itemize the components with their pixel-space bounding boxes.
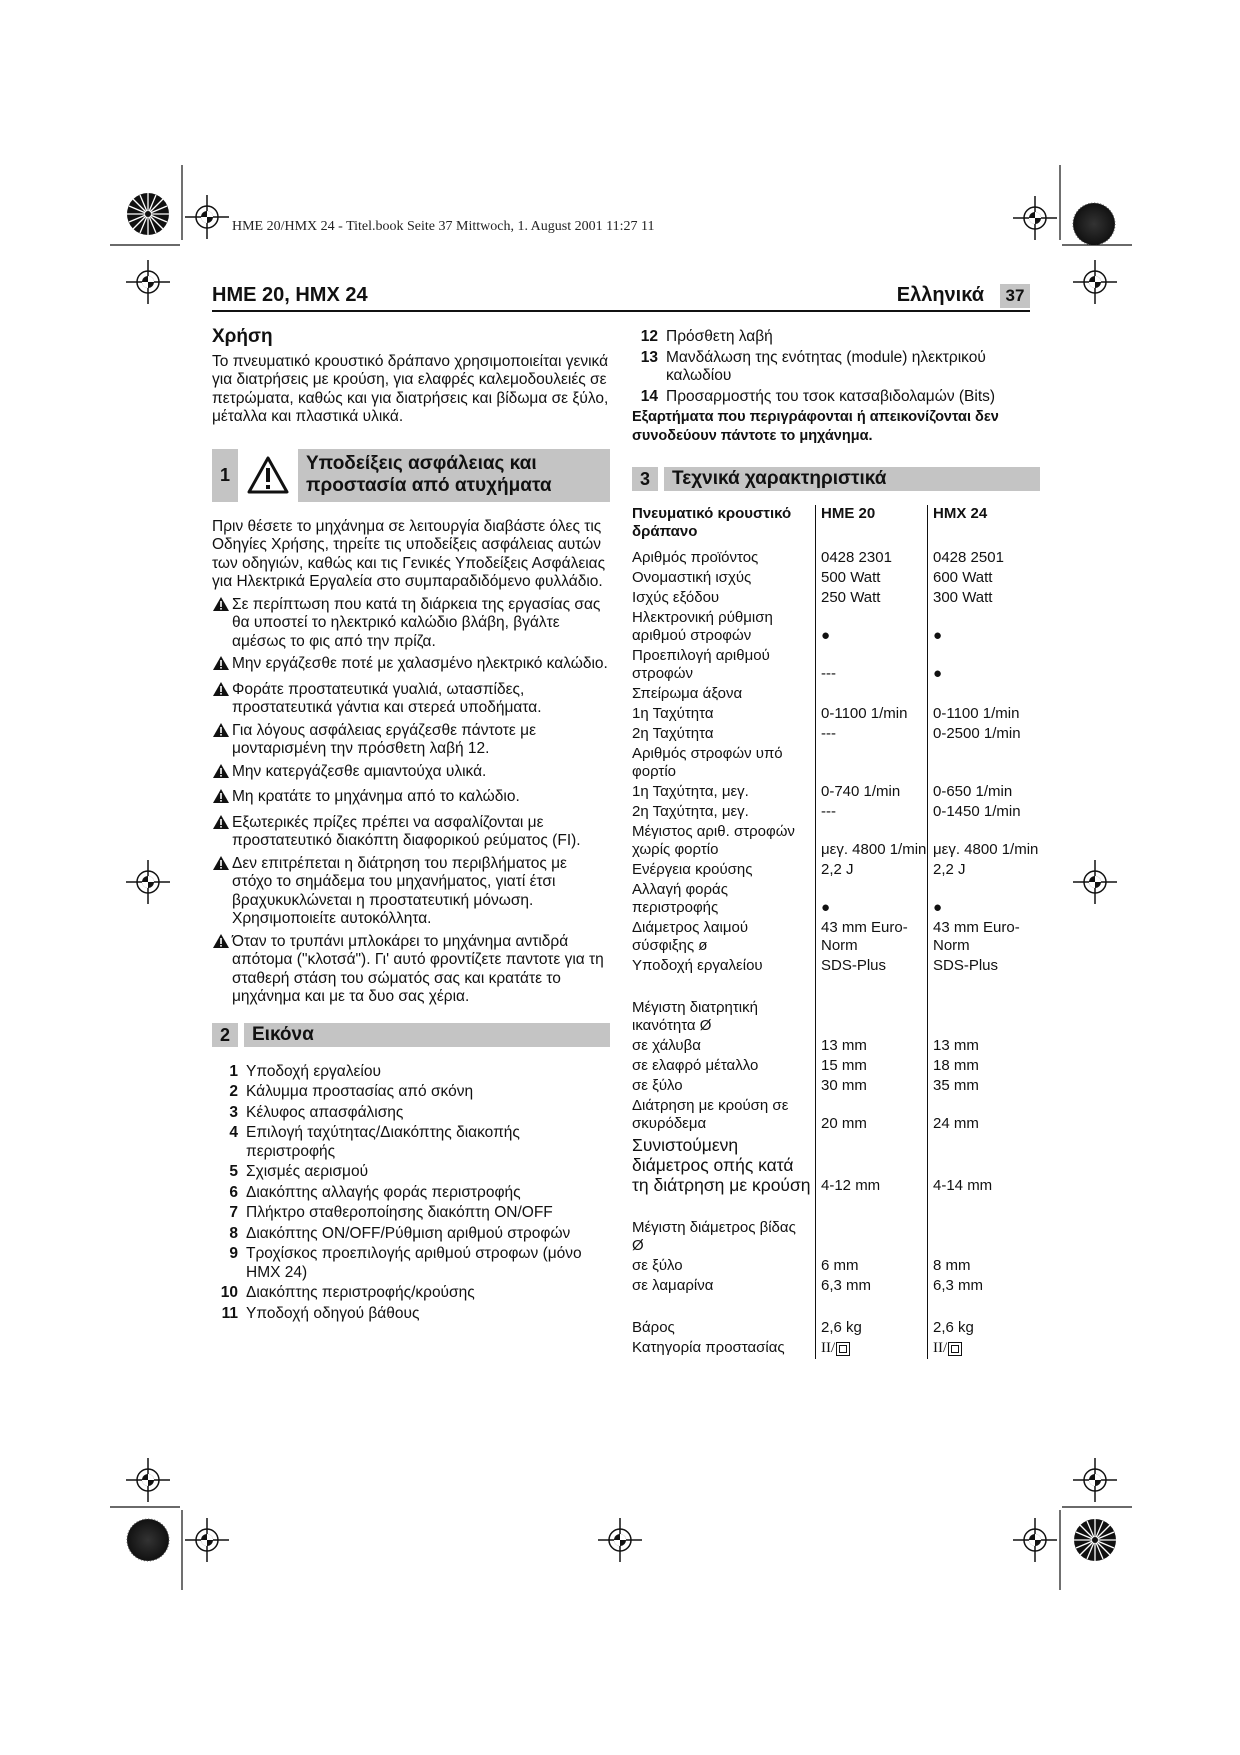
specs-row xyxy=(632,783,1039,803)
list-item xyxy=(212,1124,610,1161)
specs-row xyxy=(632,647,1039,685)
figure-section-title: Εικόνα xyxy=(244,1023,610,1047)
specs-cell: Διάμετρος λαιμού σύσφιξης ø xyxy=(632,919,749,954)
specs-cell: 0-2500 1/min xyxy=(928,725,1040,745)
safety-title-line-1: Υποδείξεις ασφάλειας και xyxy=(306,452,537,474)
specs-row xyxy=(632,957,1039,977)
specs-cell: 43 mm Euro-Norm xyxy=(816,919,928,957)
specs-cell: Μέγιστος αριθ. στροφών χωρίς φορτίο xyxy=(632,823,795,858)
specs-row xyxy=(632,589,1039,609)
specs-section-title: Τεχνικά χαρακτηριστικά xyxy=(664,467,1040,491)
right-column xyxy=(632,328,1040,1359)
warning-icon xyxy=(212,788,232,810)
specs-cell xyxy=(928,1219,1040,1257)
specs-cell xyxy=(816,685,928,705)
list-item xyxy=(212,1245,610,1282)
list-item xyxy=(212,1284,610,1303)
specs-cell: ● xyxy=(816,609,928,647)
specs-cell xyxy=(928,977,1040,999)
specs-cell: 15 mm xyxy=(816,1057,928,1077)
specs-cell: Κατηγορία προστασίας xyxy=(632,1339,785,1356)
specs-cell: ● xyxy=(928,609,1040,647)
specs-row xyxy=(632,745,1039,783)
list-item-text: Πλήκτρο σταθεροποίησης διακόπτη ON/OFF xyxy=(246,1204,553,1221)
specs-cell xyxy=(816,999,928,1037)
safety-warnings-list xyxy=(212,596,610,1007)
specs-cell: 2η Ταχύτητα, μεγ. xyxy=(632,803,749,820)
safety-warning-text: Μην εργάζεσθε ποτέ με χαλασμένο ηλεκτρικό καλώδιο. xyxy=(232,655,608,672)
list-item xyxy=(632,388,1040,407)
warning-icon xyxy=(212,814,232,851)
specs-header-row xyxy=(632,505,1039,549)
list-item-text: Υποδοχή εργαλείου xyxy=(246,1062,381,1080)
specs-cell: 0-740 1/min xyxy=(816,783,928,803)
list-item-number: 4 xyxy=(229,1124,238,1141)
safety-warning-text: Σε περίπτωση που κατά τη διάρκεια της εργασίας σας θα υποστεί το ηλεκτρικό καλώδιο βλάβη, βγάλτε αμέσως το φις από την πρίζα. xyxy=(232,595,601,650)
specs-cell: --- xyxy=(816,647,928,685)
specs-cell: σε ξύλο xyxy=(632,1077,683,1094)
header-rule xyxy=(212,310,1030,312)
specs-cell: 30 mm xyxy=(816,1077,928,1097)
specs-row xyxy=(632,803,1039,823)
specs-cell: 4-12 mm xyxy=(816,1135,928,1197)
safety-warning xyxy=(212,763,610,785)
safety-warning xyxy=(212,788,610,810)
specs-cell: 500 Watt xyxy=(816,569,928,589)
language-label: Ελληνικά xyxy=(896,284,984,306)
list-item xyxy=(212,1163,610,1182)
specs-cell: 0428 2501 xyxy=(928,549,1040,569)
specs-cell xyxy=(816,977,928,999)
specs-cell: 2η Ταχύτητα xyxy=(632,725,714,742)
specs-cell: 4-14 mm xyxy=(928,1135,1040,1197)
figure-legend-list-continued xyxy=(632,328,1040,406)
list-item xyxy=(212,1305,610,1324)
specs-cell: σε ελαφρό μέταλλο xyxy=(632,1057,759,1074)
list-item-text: Υποδοχή οδηγού βάθους xyxy=(246,1304,420,1322)
usage-text: Το πνευματικό κρουστικό δράπανο χρησιμοποιείται γενικά για διατρήσεις με κρούση, για ελαφρές καλεμοδουλειές σε πετρώματα, καθώς και για διατρήσεις και βίδωμα σε ξύλο, μέταλλα και πλαστικά υλικά. xyxy=(212,352,609,425)
specs-cell: Μέγιστη διάμετρος βίδας Ø xyxy=(632,1219,796,1254)
specs-cell xyxy=(632,977,816,999)
specs-row xyxy=(632,919,1039,957)
warning-icon xyxy=(212,763,232,785)
list-item-number: 1 xyxy=(229,1062,238,1080)
specs-cell: σε ξύλο xyxy=(632,1257,683,1274)
specs-section-header xyxy=(632,467,1040,491)
specs-cell: 24 mm xyxy=(928,1097,1040,1135)
safety-warning-text: Για λόγους ασφάλειας εργάζεσθε πάντοτε με μονταρισμένη την πρόσθετη λαβή 12. xyxy=(232,721,536,757)
specs-cell xyxy=(928,685,1040,705)
specs-cell: Σπείρωμα άξονα xyxy=(632,685,743,702)
protection-class-icon xyxy=(836,1342,850,1356)
safety-warning-text: Δεν επιτρέπεται η διάτρηση του περιβλήματος με στόχο το σημάδεμα του μηχανήματος, γιατί έτσι βραχυκυκλώνεται η προστατευτική μόνωση. Χρησιμοποιείτε αυτοκόλλητα. xyxy=(232,854,567,927)
specs-header-cell: HMX 24 xyxy=(928,505,1040,549)
list-item-number: 3 xyxy=(229,1103,238,1121)
list-item-number: 9 xyxy=(229,1245,238,1262)
safety-warning-text: Εξωτερικές πρίζες πρέπει να ασφαλίζονται με προστατευτικό διακόπτη διαφορικού ρεύματος (FI). xyxy=(232,813,581,849)
specs-cell: 1η Ταχύτητα xyxy=(632,705,714,722)
specs-row xyxy=(632,1277,1039,1297)
specs-row xyxy=(632,685,1039,705)
list-item-text: Διακόπτης περιστροφής/κρούσης xyxy=(246,1284,475,1301)
specs-cell: --- xyxy=(816,803,928,823)
safety-warning xyxy=(212,933,610,1007)
specs-cell xyxy=(928,1197,1040,1219)
list-item-text: Σχισμές αερισμού xyxy=(246,1163,369,1180)
specs-cell: 6,3 mm xyxy=(816,1277,928,1297)
specs-table xyxy=(632,505,1039,1359)
specs-cell: 2,2 J xyxy=(928,861,1040,881)
specs-cell: μεγ. 4800 1/min xyxy=(816,823,928,861)
specs-cell: 0428 2301 xyxy=(816,549,928,569)
safety-warning-text: Φοράτε προστατευτικά γυαλιά, ωτασπίδες, προστατευτικά γάντια και στερεά υποδήματα. xyxy=(232,680,542,716)
specs-cell xyxy=(816,745,928,783)
specs-row xyxy=(632,1135,1039,1197)
specs-cell: Μέγιστη διατρητική ικανότητα Ø xyxy=(632,999,758,1034)
book-meta-line: HME 20/HMX 24 - Titel.book Seite 37 Mittwoch, 1. August 2001 11:27 11 xyxy=(232,219,655,234)
specs-cell: 0-1100 1/min xyxy=(816,705,928,725)
specs-row xyxy=(632,1197,1039,1219)
specs-cell: 0-1450 1/min xyxy=(928,803,1040,823)
specs-cell: Συνιστούμενη διάμετρος οπής κατά τη διάτρηση με κρούση xyxy=(632,1135,811,1195)
list-item xyxy=(632,349,1040,386)
list-item-number: 14 xyxy=(640,387,658,405)
specs-cell: 43 mm Euro-Norm xyxy=(928,919,1040,957)
specs-cell: 2,6 kg xyxy=(928,1319,1040,1339)
specs-cell: μεγ. 4800 1/min xyxy=(928,823,1040,861)
page-number: 37 xyxy=(1000,284,1030,308)
list-item-number: 7 xyxy=(229,1204,238,1221)
specs-row xyxy=(632,549,1039,569)
specs-row xyxy=(632,999,1039,1037)
safety-warning xyxy=(212,814,610,851)
safety-warning-text: Μην κατεργάζεσθε αμιαντούχα υλικά. xyxy=(232,762,487,780)
warning-icon xyxy=(212,596,232,652)
specs-cell: Βάρος xyxy=(632,1319,675,1336)
specs-cell: Αριθμός προϊόντος xyxy=(632,549,759,566)
warning-triangle-icon xyxy=(238,449,298,502)
specs-cell: 20 mm xyxy=(816,1097,928,1135)
safety-title-line-2: προστασία από ατυχήματα xyxy=(306,474,552,496)
figure-section-header xyxy=(212,1023,610,1047)
specs-cell: 1η Ταχύτητα, μεγ. xyxy=(632,783,749,800)
list-item-text: Διακόπτης ON/OFF/Ρύθμιση αριθμού στροφών xyxy=(246,1224,571,1242)
warning-icon xyxy=(212,681,232,718)
specs-cell xyxy=(816,1197,928,1219)
safety-warning xyxy=(212,681,610,718)
specs-cell: σε λαμαρίνα xyxy=(632,1277,714,1294)
specs-cell: 8 mm xyxy=(928,1257,1040,1277)
list-item xyxy=(212,1225,610,1244)
list-item-number: 12 xyxy=(640,328,658,345)
list-item-text: Κάλυμμα προστασίας από σκόνη xyxy=(246,1083,474,1100)
warning-icon xyxy=(212,722,232,759)
list-item-number: 10 xyxy=(220,1284,238,1301)
specs-cell: 0-1100 1/min xyxy=(928,705,1040,725)
accessories-note: Εξαρτήματα που περιγράφονται ή απεικονίζονται δεν συνοδεύουν πάντοτε το μηχάνημα. xyxy=(632,409,999,444)
specs-cell: Αριθμός στροφών υπό φορτίο xyxy=(632,745,783,780)
specs-header-cell: HME 20 xyxy=(816,505,928,549)
warning-icon xyxy=(212,655,232,677)
left-column xyxy=(212,328,610,1325)
specs-header-cell: Πνευματικό κρουστικό δράπανο xyxy=(632,505,792,540)
specs-row xyxy=(632,1339,1039,1359)
specs-cell: 18 mm xyxy=(928,1057,1040,1077)
specs-cell: SDS-Plus xyxy=(928,957,1040,977)
list-item-text: Διακόπτης αλλαγής φοράς περιστροφής xyxy=(246,1183,521,1201)
list-item-number: 6 xyxy=(229,1183,238,1201)
specs-cell: Ονομαστική ισχύς xyxy=(632,569,752,586)
specs-cell: 2,6 kg xyxy=(816,1319,928,1339)
specs-cell xyxy=(632,1197,816,1219)
specs-row xyxy=(632,1057,1039,1077)
specs-cell: Προεπιλογή αριθμού στροφών xyxy=(632,647,770,682)
specs-row xyxy=(632,609,1039,647)
specs-cell: 600 Watt xyxy=(928,569,1040,589)
specs-cell xyxy=(928,999,1040,1037)
list-item-text: Επιλογή ταχύτητας/Διακόπτης διακοπής περιστροφής xyxy=(246,1124,520,1160)
list-item-number: 8 xyxy=(229,1224,238,1242)
specs-row xyxy=(632,569,1039,589)
specs-cell: Ηλεκτρονική ρύθμιση αριθμού στροφών xyxy=(632,609,773,644)
specs-cell: Υποδοχή εργαλείου xyxy=(632,957,763,974)
specs-row xyxy=(632,1077,1039,1097)
list-item-text: Πρόσθετη λαβή xyxy=(666,328,773,345)
list-item-text: Προσαρμοστής του τσοκ κατσαβιδολαμών (Bits) xyxy=(666,387,996,405)
specs-cell: Ισχύς εξόδου xyxy=(632,589,720,606)
specs-cell: ● xyxy=(928,647,1040,685)
specs-cell xyxy=(816,1297,928,1319)
specs-cell: 6 mm xyxy=(816,1257,928,1277)
list-item xyxy=(632,328,1040,347)
specs-cell: 2,2 J xyxy=(816,861,928,881)
specs-row xyxy=(632,1219,1039,1257)
safety-warning xyxy=(212,655,610,677)
specs-cell xyxy=(816,1219,928,1257)
safety-warning xyxy=(212,855,610,929)
specs-cell: 0-650 1/min xyxy=(928,783,1040,803)
specs-cell: II/ xyxy=(816,1339,928,1359)
specs-cell: 6,3 mm xyxy=(928,1277,1040,1297)
specs-row xyxy=(632,1257,1039,1277)
specs-row xyxy=(632,705,1039,725)
warning-icon xyxy=(212,855,232,929)
safety-section-header xyxy=(212,449,610,502)
specs-row xyxy=(632,725,1039,745)
specs-row xyxy=(632,977,1039,999)
list-item xyxy=(212,1083,610,1102)
specs-row xyxy=(632,1297,1039,1319)
list-item-number: 5 xyxy=(229,1163,238,1180)
specs-cell: Διάτρηση με κρούση σε σκυρόδεμα xyxy=(632,1097,789,1132)
list-item-text: Τροχίσκος προεπιλογής αριθμού στροφων (μόνο HMX 24) xyxy=(246,1245,582,1281)
figure-section-number: 2 xyxy=(212,1023,238,1047)
safety-intro: Πριν θέσετε το μηχάνημα σε λειτουργία διαβάστε όλες τις Οδηγίες Χρήσης, τηρείτε τις υποδείξεις ασφάλειας αυτών των οδηγιών, καθώς και τις Γενικές Υποδείξεις Ασφάλειας για Ηλεκτρικά Εργαλεία στο συμπαραδιδόμενο φυλλάδιο. xyxy=(212,517,606,590)
specs-cell xyxy=(928,745,1040,783)
specs-cell: 300 Watt xyxy=(928,589,1040,609)
list-item-number: 2 xyxy=(229,1083,238,1100)
list-item-text: Κέλυφος απασφάλισης xyxy=(246,1103,404,1121)
specs-cell: 250 Watt xyxy=(816,589,928,609)
specs-cell xyxy=(928,1297,1040,1319)
list-item xyxy=(212,1063,610,1082)
specs-cell: II/ xyxy=(928,1339,1040,1359)
warning-icon xyxy=(212,933,232,1007)
specs-row xyxy=(632,861,1039,881)
specs-cell: ● xyxy=(928,881,1040,919)
safety-warning-text: Όταν το τρυπάνι μπλοκάρει το μηχάνημα αντιδρά απότομα ("κλοτσά"). Γι' αυτό φροντίζετε παντοτε για τη σταθερή στάση του σώματός σας και κρατάτε το μηχάνημα και με τα δυο σας χέρια. xyxy=(232,932,604,1005)
figure-legend-list xyxy=(212,1063,610,1324)
specs-cell: 35 mm xyxy=(928,1077,1040,1097)
safety-warning xyxy=(212,596,610,652)
list-item xyxy=(212,1184,610,1203)
list-item xyxy=(212,1104,610,1123)
safety-warning-text: Μη κρατάτε το μηχάνημα από το καλώδιο. xyxy=(232,788,520,805)
page-title: HME 20, HMX 24 xyxy=(212,284,368,306)
list-item xyxy=(212,1204,610,1223)
safety-section-number: 1 xyxy=(212,449,238,502)
protection-class-icon xyxy=(948,1342,962,1356)
specs-row xyxy=(632,1037,1039,1057)
list-item-text: Μανδάλωση της ενότητας (module) ηλεκτρικού καλωδίου xyxy=(666,348,986,384)
specs-cell: Ενέργεια κρούσης xyxy=(632,861,753,878)
specs-cell: --- xyxy=(816,725,928,745)
usage-heading: Χρήση xyxy=(212,326,273,347)
safety-section-title xyxy=(298,449,610,502)
specs-cell: Αλλαγή φοράς περιστροφής xyxy=(632,881,728,916)
specs-cell: ● xyxy=(816,881,928,919)
specs-cell: 13 mm xyxy=(816,1037,928,1057)
specs-section-number: 3 xyxy=(632,467,658,491)
specs-row xyxy=(632,823,1039,861)
list-item-number: 13 xyxy=(640,348,658,366)
list-item-number: 11 xyxy=(221,1304,238,1322)
specs-cell: σε χάλυβα xyxy=(632,1037,701,1054)
specs-cell: 13 mm xyxy=(928,1037,1040,1057)
specs-row xyxy=(632,1097,1039,1135)
specs-cell: SDS-Plus xyxy=(816,957,928,977)
specs-row xyxy=(632,881,1039,919)
specs-cell xyxy=(632,1297,816,1319)
specs-row xyxy=(632,1319,1039,1339)
safety-warning xyxy=(212,722,610,759)
